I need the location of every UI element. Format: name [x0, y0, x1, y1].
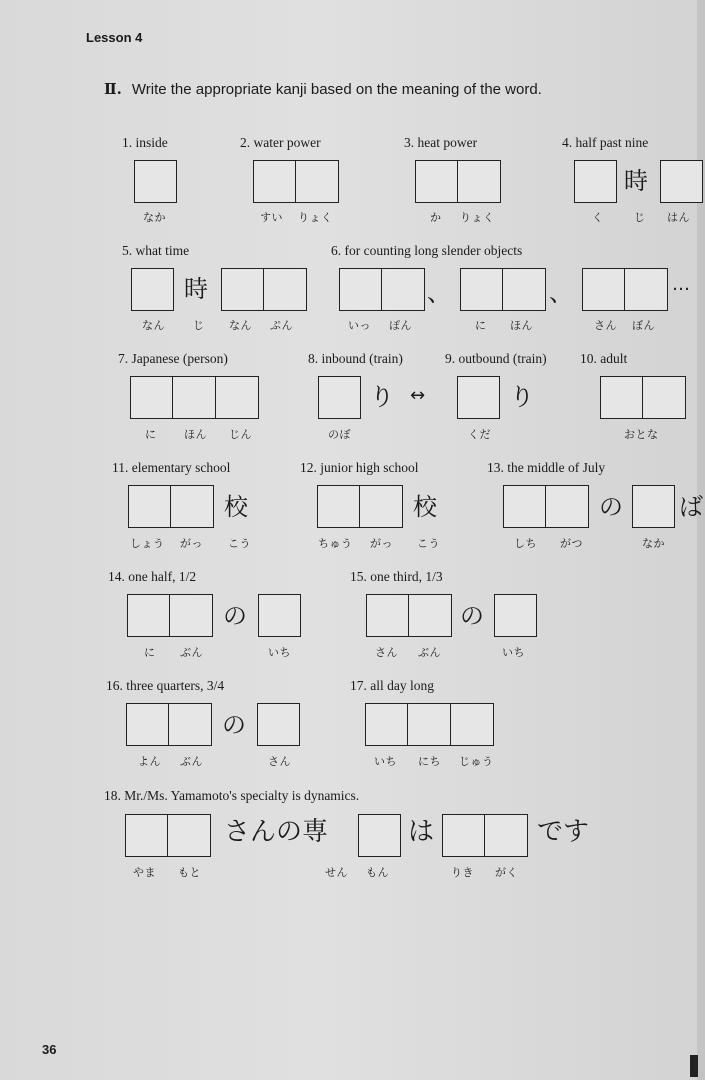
item-14-label: 14. one half, 1/2	[108, 569, 197, 584]
lesson-header: Lesson 4	[86, 30, 143, 45]
item-7-label: 7. Japanese (person)	[118, 351, 228, 366]
item-12-furigana-2: がっ	[370, 537, 393, 550]
exercise-instruction	[104, 80, 542, 98]
item-14-answer-box-2[interactable]	[258, 594, 301, 637]
item-5-furigana-3: なん	[229, 319, 252, 332]
item-17-answer-boxes[interactable]	[365, 703, 494, 746]
item-15-particle: の	[460, 602, 484, 630]
instruction-text: Write the appropriate kanji based on the meaning of the word.	[131, 81, 542, 98]
item-4-label: 4. half past nine	[562, 135, 649, 150]
item-13-furigana-3: なか	[642, 537, 665, 550]
item-13-furigana-1: しち	[514, 537, 537, 550]
item-18-text-1: さんの専	[224, 817, 329, 847]
item-17-label: 17. all day long	[350, 678, 434, 693]
item-14-furigana-2: ぶん	[180, 646, 203, 659]
item-8-furigana: のぼ	[328, 428, 351, 441]
item-9-label: 9. outbound (train)	[445, 351, 547, 366]
item-15-answer-boxes-1[interactable]	[366, 594, 452, 637]
item-1-label: 1. inside	[122, 135, 168, 150]
item-1-answer-boxes[interactable]	[134, 160, 177, 203]
item-9-furigana: くだ	[468, 428, 491, 441]
item-6-furigana-5: さん	[594, 319, 617, 332]
item-4-answer-box-1[interactable]	[574, 160, 617, 203]
item-16-furigana-3: さん	[268, 755, 291, 768]
item-18-answer-box-2[interactable]	[358, 814, 401, 857]
item-6-label: 6. for counting long slender objects	[331, 243, 523, 258]
item-6-ellipsis: …	[672, 274, 690, 295]
item-8-answer-box[interactable]	[318, 376, 361, 419]
item-5-furigana-1: なん	[142, 319, 165, 332]
item-18-furigana-3: せん	[325, 866, 348, 879]
item-18-text-2: は	[408, 817, 435, 847]
item-13-answer-boxes-1[interactable]	[503, 485, 589, 528]
item-2-label: 2. water power	[240, 135, 321, 150]
item-16-answer-boxes-1[interactable]	[126, 703, 212, 746]
item-3-furigana-2: りょく	[460, 211, 495, 224]
item-12-kanji: 校	[413, 493, 437, 521]
item-3-answer-boxes[interactable]	[415, 160, 501, 203]
item-18-furigana-6: がく	[495, 866, 518, 879]
item-15-furigana-2: ぶん	[418, 646, 441, 659]
item-4-furigana-2: じ	[634, 211, 646, 224]
item-18-furigana-4: もん	[366, 866, 389, 879]
item-6-answer-boxes-3[interactable]	[582, 268, 668, 311]
item-4-kanji: 時	[624, 167, 648, 195]
item-6-answer-boxes-2[interactable]	[460, 268, 546, 311]
item-3-furigana-1: か	[430, 211, 442, 224]
page-number: 36	[42, 1042, 57, 1057]
item-18-text-3: です	[537, 817, 590, 847]
item-4-furigana-3: はん	[667, 211, 690, 224]
item-13-furigana-2: がつ	[560, 537, 583, 550]
section-numeral: Ⅱ.	[104, 80, 122, 98]
item-10-furigana: おとな	[624, 428, 659, 441]
item-18-furigana-2: もと	[178, 866, 201, 879]
item-12-furigana-1: ちゅう	[318, 537, 353, 550]
item-10-answer-boxes[interactable]	[600, 376, 686, 419]
item-15-furigana-3: いち	[502, 646, 525, 659]
item-8-label: 8. inbound (train)	[308, 351, 403, 366]
item-5-answer-box-1[interactable]	[131, 268, 174, 311]
item-16-furigana-2: ぶん	[180, 755, 203, 768]
item-11-furigana-1: しょう	[130, 537, 165, 550]
item-16-furigana-1: よん	[138, 755, 161, 768]
item-5-kanji: 時	[184, 275, 208, 303]
item-9-okurigana: り	[510, 383, 534, 411]
item-13-particle: の	[599, 493, 623, 521]
item-5-answer-boxes-2[interactable]	[221, 268, 307, 311]
item-6-furigana-3: に	[475, 319, 487, 332]
item-6-furigana-4: ほん	[510, 319, 533, 332]
item-10-label: 10. adult	[580, 351, 628, 366]
item-5-furigana-2: じ	[193, 319, 205, 332]
item-11-furigana-3: こう	[228, 537, 251, 550]
item-4-furigana-1: く	[592, 211, 604, 224]
item-2-furigana-2: りょく	[298, 211, 333, 224]
item-18-answer-boxes-1[interactable]	[125, 814, 211, 857]
item-15-label: 15. one third, 1/3	[350, 569, 443, 584]
item-14-furigana-1: に	[144, 646, 156, 659]
item-17-furigana-2: にち	[418, 755, 441, 768]
item-2-answer-boxes[interactable]	[253, 160, 339, 203]
item-7-answer-boxes[interactable]	[130, 376, 259, 419]
item-17-furigana-1: いち	[374, 755, 397, 768]
page-edge-tab	[690, 1055, 698, 1077]
item-11-kanji: 校	[224, 493, 248, 521]
item-2-furigana-1: すい	[260, 211, 283, 224]
item-3-label: 3. heat power	[404, 135, 478, 150]
item-7-furigana-2: ほん	[184, 428, 207, 441]
item-6-furigana-1: いっ	[348, 319, 371, 332]
item-13-trailing-kana: ば	[679, 493, 703, 521]
item-6-answer-boxes-1[interactable]	[339, 268, 425, 311]
item-6-separator-2: 、	[549, 279, 573, 307]
item-16-particle: の	[222, 711, 246, 739]
item-9-answer-box[interactable]	[457, 376, 500, 419]
item-5-furigana-4: ぷん	[270, 319, 293, 332]
item-14-furigana-3: いち	[268, 646, 291, 659]
item-13-label: 13. the middle of July	[487, 460, 606, 475]
item-6-separator-1: 、	[427, 279, 451, 307]
item-12-furigana-3: こう	[417, 537, 440, 550]
item-6-furigana-6: ぼん	[632, 319, 655, 332]
item-11-label: 11. elementary school	[112, 460, 231, 475]
item-13-answer-box-2[interactable]	[632, 485, 675, 528]
item-15-furigana-1: さん	[375, 646, 398, 659]
item-14-particle: の	[223, 602, 247, 630]
item-8-okurigana: り	[370, 383, 394, 411]
item-11-answer-boxes[interactable]	[128, 485, 214, 528]
item-16-label: 16. three quarters, 3/4	[106, 678, 225, 693]
bidirectional-arrow-icon: ↔	[410, 385, 426, 406]
item-15-answer-box-2[interactable]	[494, 594, 537, 637]
item-1-furigana: なか	[143, 211, 166, 224]
item-11-furigana-2: がっ	[180, 537, 203, 550]
item-12-label: 12. junior high school	[300, 460, 419, 475]
item-18-answer-boxes-3[interactable]	[442, 814, 528, 857]
item-5-label: 5. what time	[122, 243, 190, 258]
item-7-furigana-1: に	[145, 428, 157, 441]
item-12-answer-boxes[interactable]	[317, 485, 403, 528]
item-14-answer-boxes-1[interactable]	[127, 594, 213, 637]
item-16-answer-box-2[interactable]	[257, 703, 300, 746]
item-17-furigana-3: じゅう	[459, 755, 494, 768]
item-18-furigana-1: やま	[133, 866, 156, 879]
item-18-furigana-5: りき	[451, 866, 474, 879]
item-7-furigana-3: じん	[229, 428, 252, 441]
item-18-label: 18. Mr./Ms. Yamamoto's specialty is dynamics.	[104, 788, 360, 803]
item-4-answer-box-2[interactable]	[660, 160, 703, 203]
item-6-furigana-2: ぽん	[389, 319, 412, 332]
